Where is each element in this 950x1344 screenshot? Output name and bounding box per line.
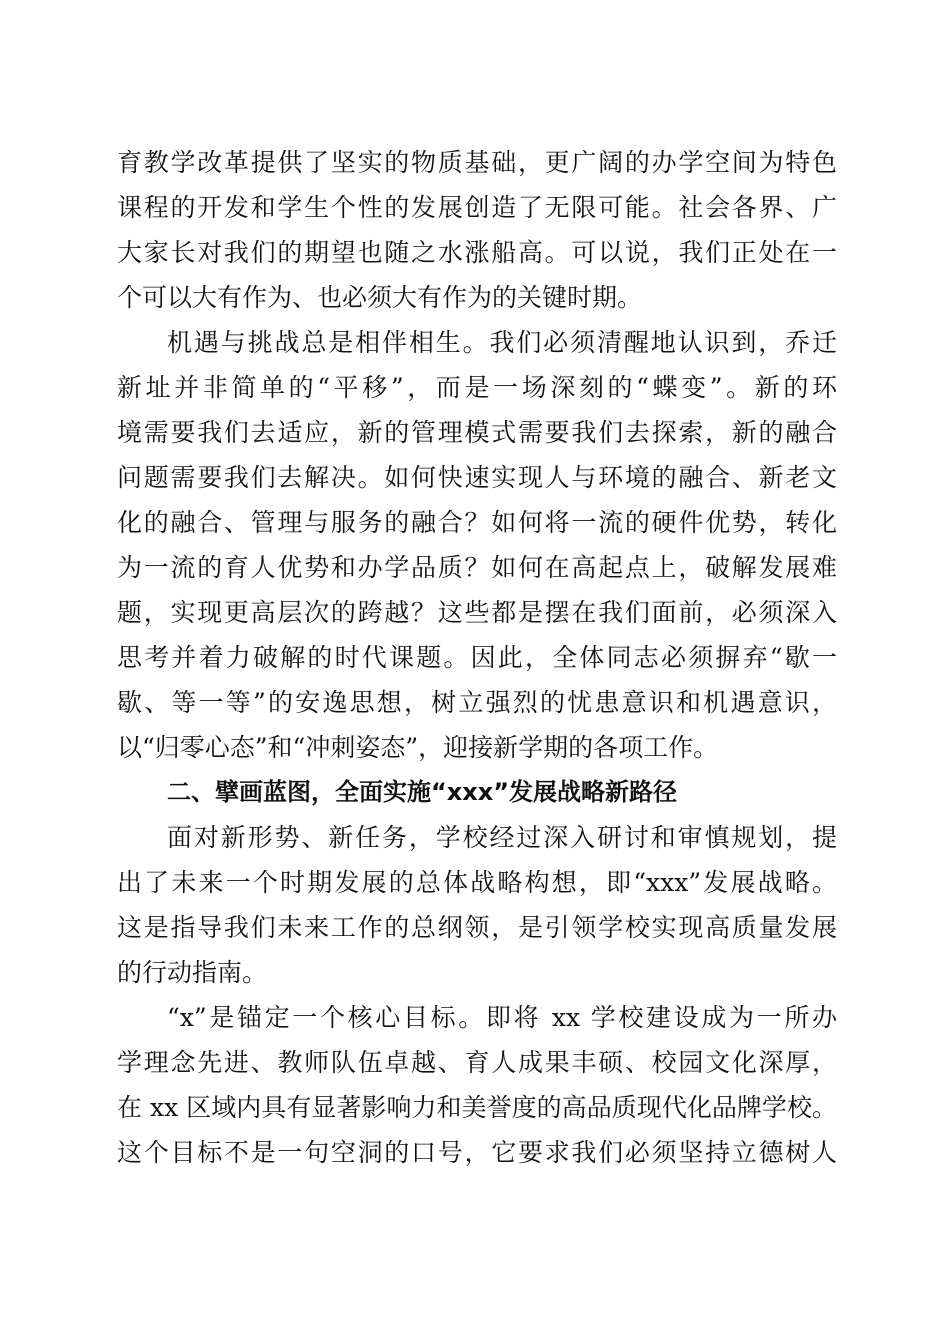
paragraph-4 [117, 995, 837, 1175]
text-line: “x”是锚定一个核心目标。即将 xx 学校建设成为一所办 [167, 1003, 837, 1032]
text-line: 歇、等一等”的安逸思想，树立强烈的忧患意识和机遇意识， [117, 688, 837, 717]
text-line: 题，实现更高层次的跨越？这些都是摆在我们面前，必须深入 [117, 598, 837, 627]
text-line: 出了未来一个时期发展的总体战略构想，即“xxx”发展战略。 [117, 868, 837, 897]
paragraph-3 [117, 815, 837, 995]
text-line: 面对新形势、新任务，学校经过深入研讨和审慎规划，提 [167, 823, 837, 852]
text-line: 在 xx 区域内具有显著影响力和美誉度的高品质现代化品牌学校。 [117, 1093, 837, 1122]
text-line: 境需要我们去适应，新的管理模式需要我们去探索，新的融合 [117, 418, 837, 447]
text-line: 学理念先进、教师队伍卓越、育人成果丰硕、校园文化深厚， [117, 1048, 837, 1077]
document-body [117, 140, 837, 1175]
text-line: 思考并着力破解的时代课题。因此，全体同志必须摒弃“歇一 [117, 643, 837, 672]
section-heading: 二、擘画蓝图，全面实施“xxx”发展战略新路径 [167, 778, 677, 806]
text-line: 个可以大有作为、也必须大有作为的关键时期。 [117, 283, 643, 312]
text-line: 为一流的育人优势和办学品质？如何在高起点上，破解发展难 [117, 553, 837, 582]
text-line: 育教学改革提供了坚实的物质基础，更广阔的办学空间为特色 [117, 148, 837, 177]
text-line: 这个目标不是一句空洞的口号，它要求我们必须坚持立德树人 [117, 1138, 837, 1167]
text-line: 课程的开发和学生个性的发展创造了无限可能。社会各界、广 [117, 193, 837, 222]
text-line: 机遇与挑战总是相伴相生。我们必须清醒地认识到，乔迁 [167, 328, 837, 357]
paragraph-2 [117, 320, 837, 770]
text-line: 化的融合、管理与服务的融合？如何将一流的硬件优势，转化 [117, 508, 837, 537]
text-line: 大家长对我们的期望也随之水涨船高。可以说，我们正处在一 [117, 238, 837, 267]
text-line: 这是指导我们未来工作的总纲领，是引领学校实现高质量发展 [117, 913, 837, 942]
paragraph-1 [117, 140, 837, 320]
text-line: 的行动指南。 [117, 958, 268, 987]
text-line: 以“归零心态”和“冲刺姿态”，迎接新学期的各项工作。 [117, 733, 719, 762]
text-line: 新址并非简单的“平移”，而是一场深刻的“蝶变”。新的环 [117, 373, 837, 402]
text-line: 问题需要我们去解决。如何快速实现人与环境的融合、新老文 [117, 463, 837, 492]
